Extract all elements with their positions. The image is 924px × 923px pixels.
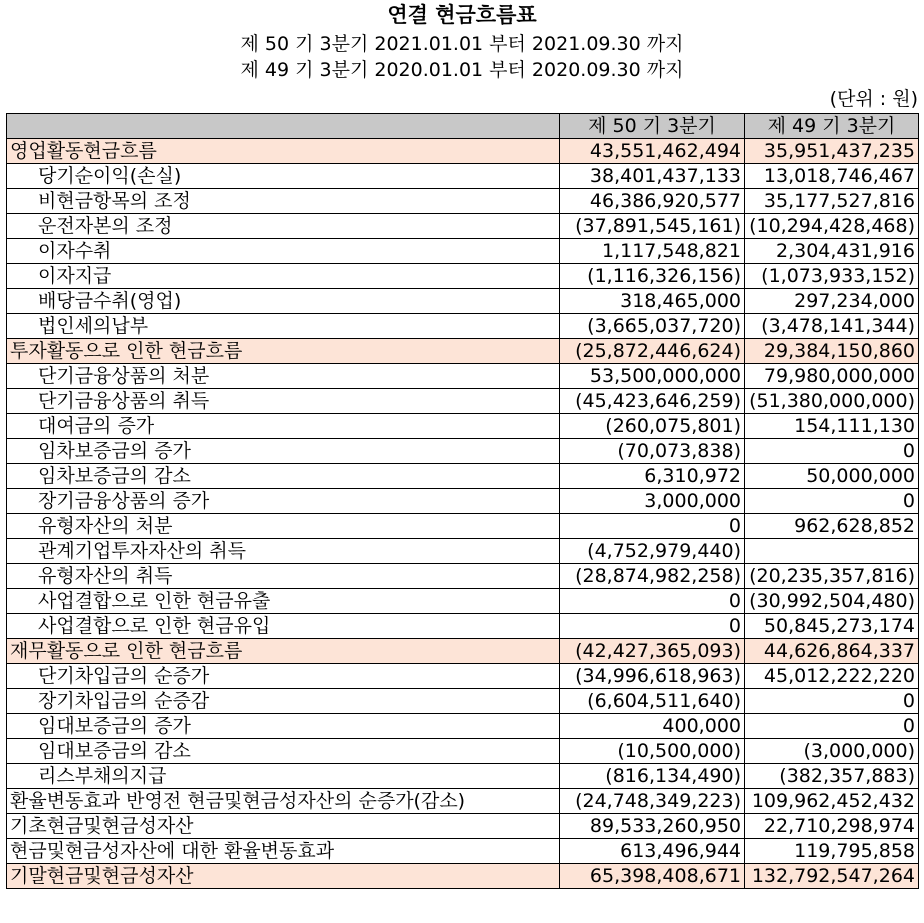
current-period-value: (25,872,446,624) (560, 339, 745, 364)
table-row (7, 714, 919, 739)
current-period-value: 400,000 (560, 714, 745, 739)
current-period-value: 0 (560, 614, 745, 639)
row-label: 이자수취 (7, 239, 560, 264)
current-period-value: (260,075,801) (560, 414, 745, 439)
prior-period-value: 45,012,222,220 (745, 664, 919, 689)
current-period-value: (34,996,618,963) (560, 664, 745, 689)
current-period-value: 38,401,437,133 (560, 164, 745, 189)
prior-period-value: 50,000,000 (745, 464, 919, 489)
table-row (7, 564, 919, 589)
prior-period-value: (51,380,000,000) (745, 389, 919, 414)
table-row (7, 489, 919, 514)
prior-period-value: (1,073,933,152) (745, 264, 919, 289)
table-row (7, 164, 919, 189)
prior-period-value: (20,235,357,816) (745, 564, 919, 589)
prior-period-value: 154,111,130 (745, 414, 919, 439)
row-label: 대여금의 증가 (7, 414, 560, 439)
current-period-value: (45,423,646,259) (560, 389, 745, 414)
prior-period-value: 109,962,452,432 (745, 789, 919, 814)
row-label: 리스부채의지급 (7, 764, 560, 789)
current-period-value: 6,310,972 (560, 464, 745, 489)
table-row (7, 414, 919, 439)
prior-period-value: 13,018,746,467 (745, 164, 919, 189)
table-row (7, 689, 919, 714)
table-row (7, 839, 919, 864)
prior-period-value: 0 (745, 439, 919, 464)
current-period-value: (42,427,365,093) (560, 639, 745, 664)
current-period-value: (24,748,349,223) (560, 789, 745, 814)
row-label: 이자지급 (7, 264, 560, 289)
prior-period-value: (3,000,000) (745, 739, 919, 764)
row-label: 당기순이익(손실) (7, 164, 560, 189)
table-row (7, 464, 919, 489)
table-row (7, 814, 919, 839)
row-label: 임대보증금의 감소 (7, 739, 560, 764)
row-label: 투자활동으로 인한 현금흐름 (7, 339, 560, 364)
row-label: 임차보증금의 증가 (7, 439, 560, 464)
current-period-value: (4,752,979,440) (560, 539, 745, 564)
table-row (7, 264, 919, 289)
table-row (7, 514, 919, 539)
cash-flow-table (6, 113, 919, 889)
prior-period-value: 29,384,150,860 (745, 339, 919, 364)
current-period-value: (28,874,982,258) (560, 564, 745, 589)
row-label: 단기금융상품의 취득 (7, 389, 560, 414)
prior-period-value: 35,177,527,816 (745, 189, 919, 214)
row-label: 단기금융상품의 처분 (7, 364, 560, 389)
current-period-value: 318,465,000 (560, 289, 745, 314)
current-period-value: 46,386,920,577 (560, 189, 745, 214)
row-label: 환율변동효과 반영전 현금및현금성자산의 순증가(감소) (7, 789, 560, 814)
header-current-period: 제 50 기 3분기 (560, 114, 745, 139)
row-label: 배당금수취(영업) (7, 289, 560, 314)
table-row (7, 864, 919, 889)
table-row (7, 664, 919, 689)
current-period-value: 1,117,548,821 (560, 239, 745, 264)
prior-period-value (745, 539, 919, 564)
table-row (7, 314, 919, 339)
row-label: 사업결합으로 인한 현금유출 (7, 589, 560, 614)
row-label: 유형자산의 취득 (7, 564, 560, 589)
table-header-row (7, 114, 919, 139)
prior-period-value: 35,951,437,235 (745, 139, 919, 164)
current-period-value: 613,496,944 (560, 839, 745, 864)
current-period-value: (816,134,490) (560, 764, 745, 789)
current-period-value: 0 (560, 514, 745, 539)
prior-period-value: 0 (745, 489, 919, 514)
table-row (7, 589, 919, 614)
prior-period-value: 297,234,000 (745, 289, 919, 314)
prior-period-value: 119,795,858 (745, 839, 919, 864)
prior-period-value: (3,478,141,344) (745, 314, 919, 339)
row-label: 운전자본의 조정 (7, 214, 560, 239)
prior-period-value: 2,304,431,916 (745, 239, 919, 264)
row-label: 관계기업투자자산의 취득 (7, 539, 560, 564)
prior-period-value: (30,992,504,480) (745, 589, 919, 614)
row-label: 장기금융상품의 증가 (7, 489, 560, 514)
prior-period-value: 44,626,864,337 (745, 639, 919, 664)
prior-period-value: 79,980,000,000 (745, 364, 919, 389)
current-period-value: (6,604,511,640) (560, 689, 745, 714)
table-row (7, 364, 919, 389)
current-period-value: 53,500,000,000 (560, 364, 745, 389)
prior-period-value: (382,357,883) (745, 764, 919, 789)
row-label: 재무활동으로 인한 현금흐름 (7, 639, 560, 664)
current-period-value: 43,551,462,494 (560, 139, 745, 164)
current-period-value: 0 (560, 589, 745, 614)
table-row (7, 639, 919, 664)
current-period-value: 65,398,408,671 (560, 864, 745, 889)
prior-period-value: 0 (745, 714, 919, 739)
current-period-value: (37,891,545,161) (560, 214, 745, 239)
row-label: 사업결합으로 인한 현금유입 (7, 614, 560, 639)
header-prior-period: 제 49 기 3분기 (745, 114, 919, 139)
table-row (7, 214, 919, 239)
header-label-column (7, 114, 560, 139)
current-period-value: (70,073,838) (560, 439, 745, 464)
table-row (7, 389, 919, 414)
row-label: 법인세의납부 (7, 314, 560, 339)
prior-period-value: 0 (745, 689, 919, 714)
table-row (7, 239, 919, 264)
row-label: 유형자산의 처분 (7, 514, 560, 539)
prior-period-value: 132,792,547,264 (745, 864, 919, 889)
table-row (7, 764, 919, 789)
current-period-value: (1,116,326,156) (560, 264, 745, 289)
table-row (7, 539, 919, 564)
prior-period-value: 50,845,273,174 (745, 614, 919, 639)
prior-period-value: (10,294,428,468) (745, 214, 919, 239)
period-current: 제 50 기 3분기 2021.01.01 부터 2021.09.30 까지 (240, 33, 684, 55)
row-label: 영업활동현금흐름 (7, 139, 560, 164)
row-label: 현금및현금성자산에 대한 환율변동효과 (7, 839, 560, 864)
current-period-value: (10,500,000) (560, 739, 745, 764)
table-row (7, 439, 919, 464)
table-row (7, 189, 919, 214)
table-row (7, 289, 919, 314)
table-row (7, 614, 919, 639)
row-label: 기초현금및현금성자산 (7, 814, 560, 839)
table-row (7, 139, 919, 164)
row-label: 단기차입금의 순증가 (7, 664, 560, 689)
prior-period-value: 22,710,298,974 (745, 814, 919, 839)
row-label: 임대보증금의 증가 (7, 714, 560, 739)
table-row (7, 339, 919, 364)
row-label: 기말현금및현금성자산 (7, 864, 560, 889)
current-period-value: (3,665,037,720) (560, 314, 745, 339)
current-period-value: 3,000,000 (560, 489, 745, 514)
table-row (7, 739, 919, 764)
unit-label: (단위 : 원) (829, 88, 918, 110)
row-label: 임차보증금의 감소 (7, 464, 560, 489)
row-label: 장기차입금의 순증감 (7, 689, 560, 714)
statement-title: 연결 현금흐름표 (387, 3, 537, 27)
prior-period-value: 962,628,852 (745, 514, 919, 539)
row-label: 비현금항목의 조정 (7, 189, 560, 214)
period-prior: 제 49 기 3분기 2020.01.01 부터 2020.09.30 까지 (240, 59, 684, 81)
table-row (7, 789, 919, 814)
current-period-value: 89,533,260,950 (560, 814, 745, 839)
